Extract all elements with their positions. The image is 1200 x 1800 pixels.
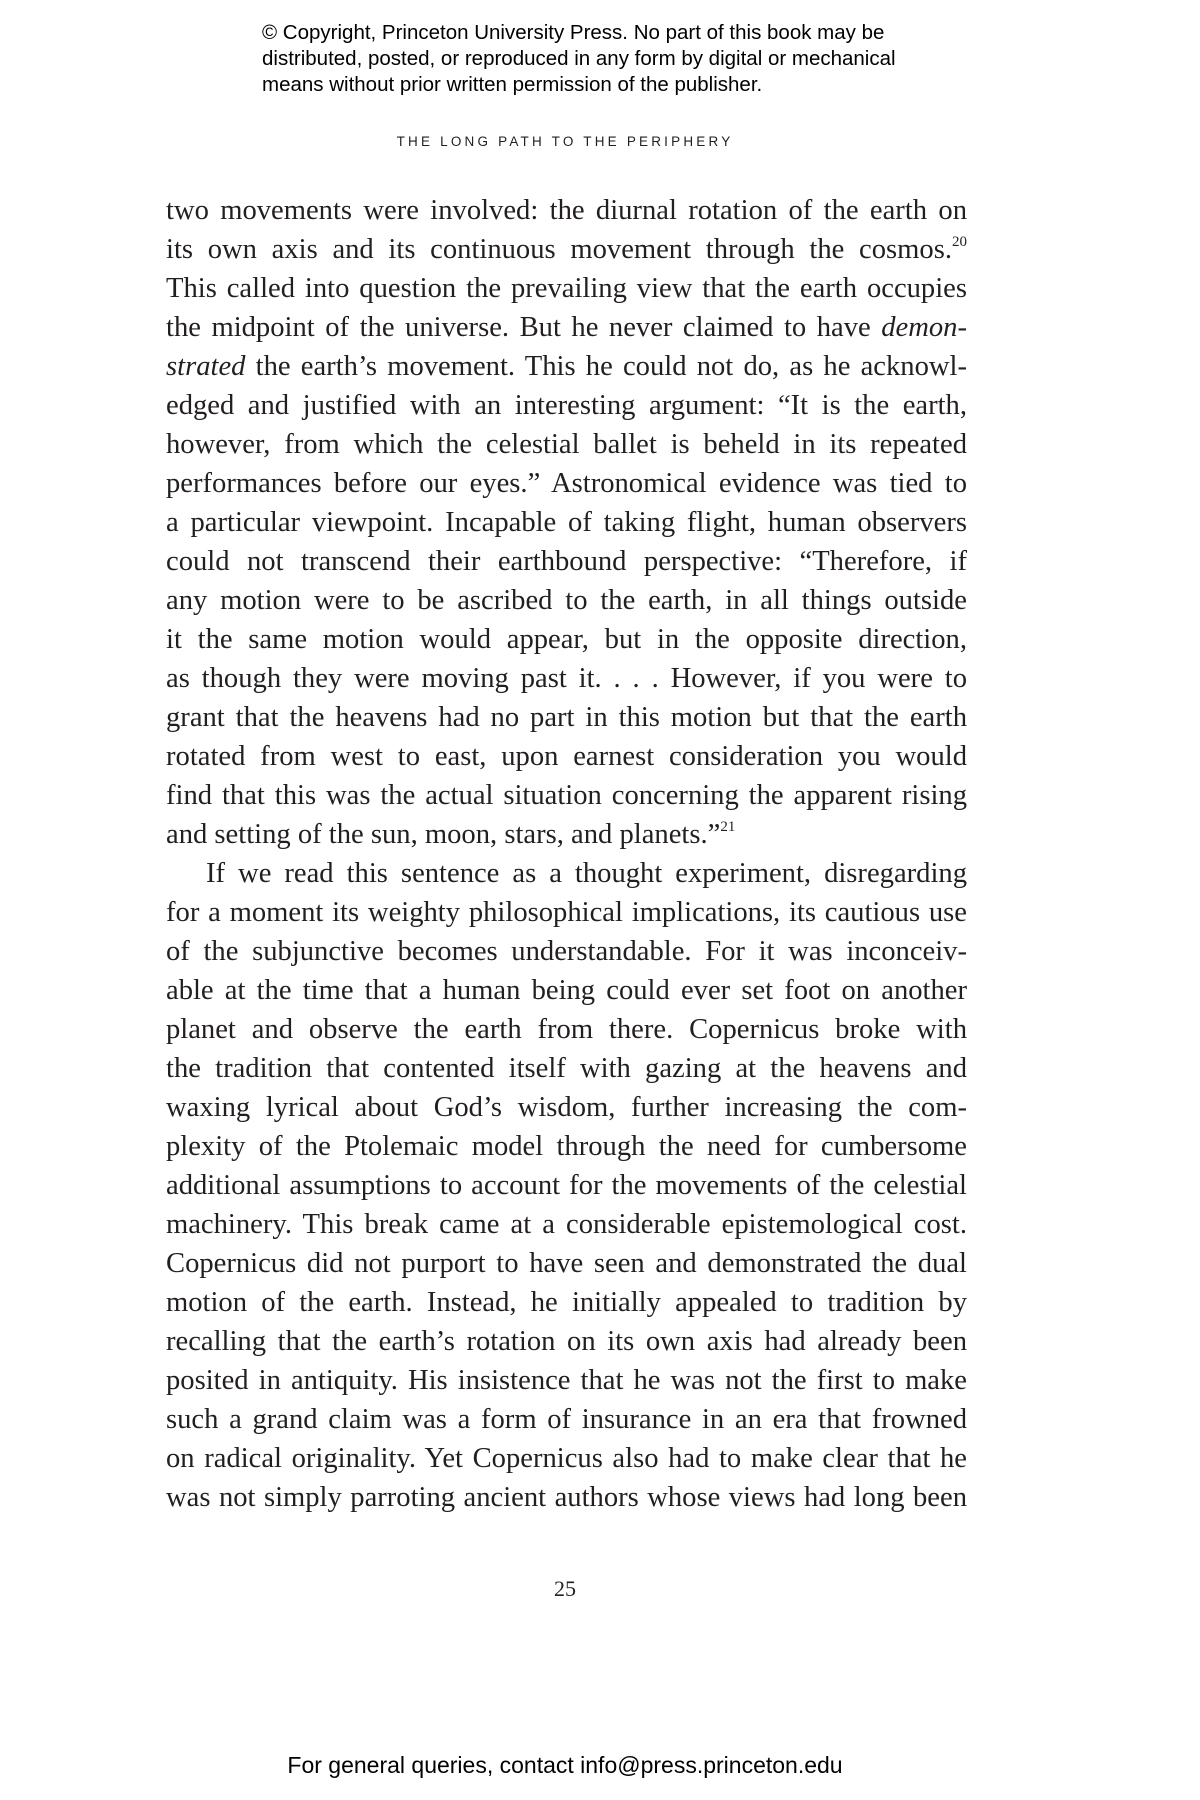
text-line: for a moment its weighty philosophical implications, its cautious use — [166, 897, 967, 928]
text-line — [166, 347, 967, 386]
text-line-content: the earth’s movement. This he could not do, as he acknowl- — [255, 351, 968, 382]
text-line: performances before our eyes.” Astronomical evidence was tied to — [166, 468, 967, 499]
text-line: If we read this sentence as a thought experiment, disregarding — [206, 858, 967, 889]
text-line: recalling that the earth’s rotation on its own axis had already been — [166, 1326, 967, 1357]
page-number: 25 — [554, 1576, 576, 1601]
text-line: such a grand claim was a form of insurance in an era that frowned — [166, 1404, 967, 1435]
text-line: Copernicus did not purport to have seen and demonstrated the dual — [166, 1248, 967, 1279]
text-line: as though they were moving past it. . . . However, if you were to — [166, 663, 967, 694]
footnote-reference[interactable]: 20 — [952, 234, 967, 250]
text-line — [166, 815, 967, 854]
text-line: additional assumptions to account for the movements of the celestial — [166, 1170, 967, 1201]
italic-text: strated — [166, 351, 246, 382]
text-line: a particular viewpoint. Incapable of taking flight, human observers — [166, 507, 967, 538]
footnote-reference[interactable]: 21 — [720, 819, 736, 835]
text-line: planet and observe the earth from there. Copernicus broke with — [166, 1014, 967, 1045]
text-line: was not simply parroting ancient authors whose views had long been — [166, 1482, 967, 1513]
text-line: it the same motion would appear, but in the opposite direction, — [166, 624, 967, 655]
paragraph — [166, 854, 967, 1517]
italic-text: demon- — [881, 312, 967, 343]
copyright-line: distributed, posted, or reproduced in any form by digital or mechanical — [262, 47, 896, 70]
text-line: edged and justified with an interesting argument: “It is the earth, — [166, 390, 967, 421]
text-line: This called into question the prevailing view that the earth occupies — [166, 273, 967, 304]
text-line-content: its own axis and its continuous movement through the cosmos. — [166, 234, 952, 265]
text-line: grant that the heavens had no part in this motion but that the earth — [166, 702, 967, 733]
text-line: machinery. This break came at a considerable epistemological cost. — [166, 1209, 967, 1240]
text-line-content: the midpoint of the universe. But he never claimed to have — [166, 312, 882, 343]
text-line: rotated from west to east, upon earnest consideration you would — [166, 741, 967, 772]
text-line: could not transcend their earthbound perspective: “Therefore, if — [166, 546, 967, 577]
text-line: any motion were to be ascribed to the earth, in all things outside — [166, 585, 967, 616]
text-line: of the subjunctive becomes understandable. For it was inconceiv- — [166, 936, 967, 967]
text-line: able at the time that a human being could ever set foot on another — [166, 975, 967, 1006]
text-line: posited in antiquity. His insistence that he was not the first to make — [166, 1365, 967, 1396]
text-line: on radical originality. Yet Copernicus also had to make clear that he — [166, 1443, 967, 1474]
text-line: motion of the earth. Instead, he initially appealed to tradition by — [166, 1287, 967, 1318]
paragraph — [166, 191, 967, 854]
text-line: waxing lyrical about God’s wisdom, further increasing the com- — [166, 1092, 967, 1123]
body-text — [166, 191, 967, 1517]
text-line: find that this was the actual situation concerning the apparent rising — [166, 780, 967, 811]
footer-contact: For general queries, contact info@press.princeton.edu — [287, 1752, 843, 1778]
text-line — [166, 230, 967, 269]
text-line — [166, 308, 967, 347]
text-line: the tradition that contented itself with gazing at the heavens and — [166, 1053, 967, 1084]
text-line-content: and setting of the sun, moon, stars, and planets.” — [166, 819, 721, 850]
text-line: two movements were involved: the diurnal rotation of the earth on — [166, 195, 967, 226]
copyright-line: means without prior written permission of the publisher. — [262, 73, 763, 96]
text-line: however, from which the celestial ballet is beheld in its repeated — [166, 429, 967, 460]
copyright-notice — [262, 20, 982, 98]
copyright-line: © Copyright, Princeton University Press. No part of this book may be — [262, 21, 885, 44]
text-line: plexity of the Ptolemaic model through the need for cumbersome — [166, 1131, 967, 1162]
running-head: THE LONG PATH TO THE PERIPHERY — [396, 134, 734, 149]
